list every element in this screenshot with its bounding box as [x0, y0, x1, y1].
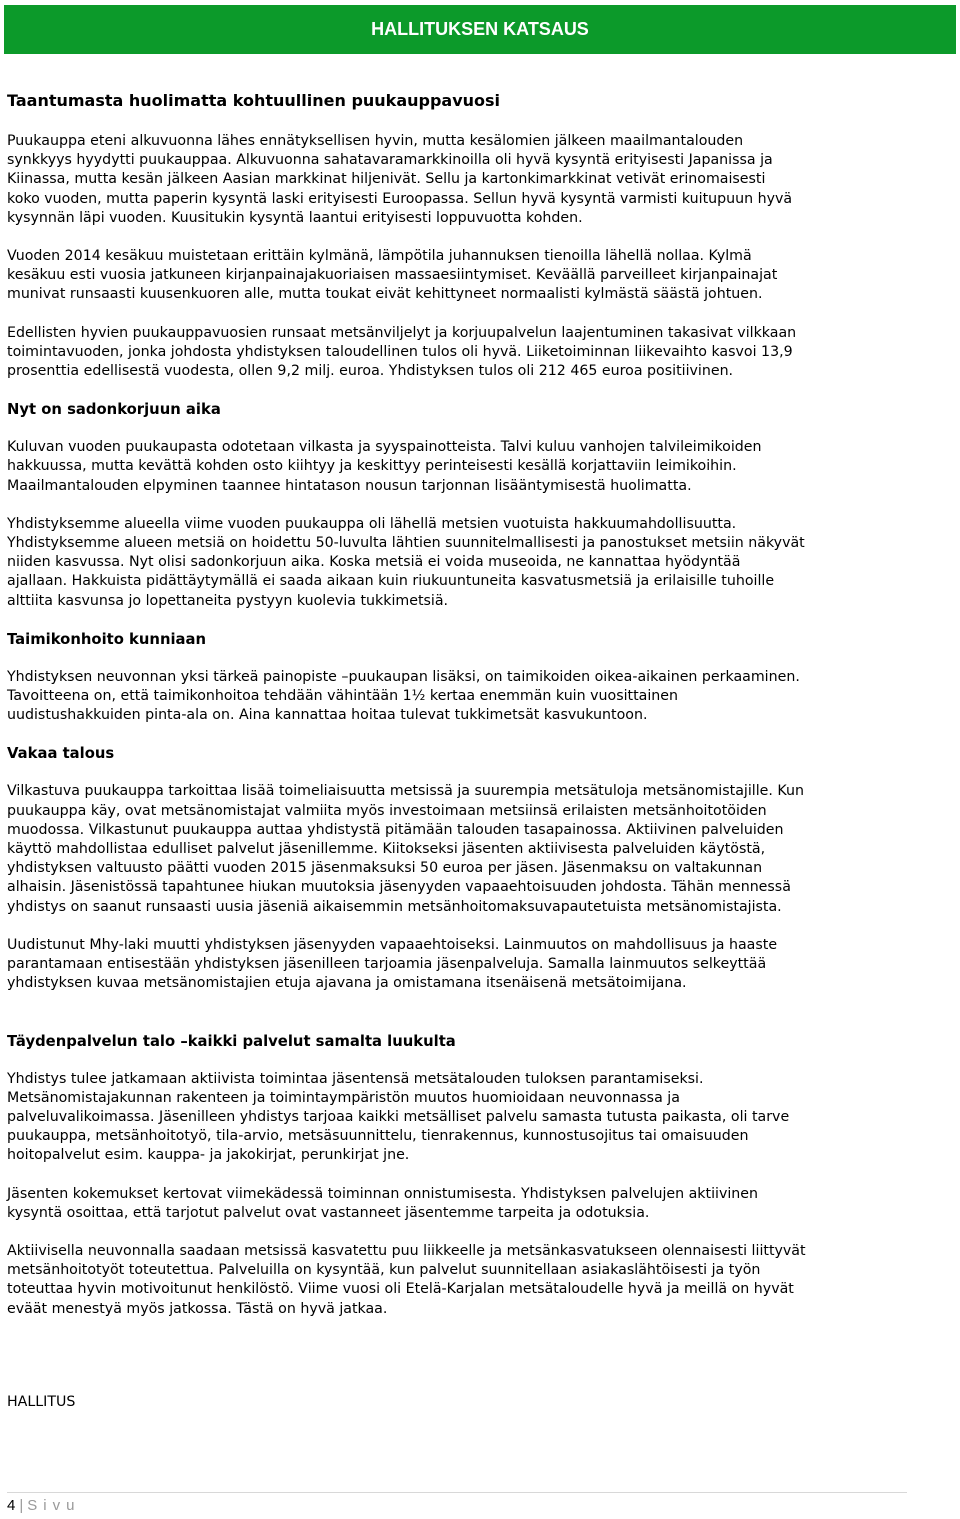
- section-heading: Taimikonhoito kunniaan: [7, 630, 207, 648]
- paragraph: Vuoden 2014 kesäkuu muistetaan erittäin kylmänä, lämpötila juhannuksen tienoilla lähellä nollaa. Kylmä kesäkuu esti vuosia jatkuneen kirjanpainajakuoriaisen massaesiintymiset. Keväällä parveilleet kirjanpainajat munivat runsaasti kuusenkuoren alle, mutta toukat eivät kehittyneet normaalisti kylmästä säästä johtuen.: [7, 248, 778, 303]
- paragraph: Yhdistyksemme alueella viime vuoden puukauppa oli lähellä metsien vuotuista hakkuumahdollisuutta. Yhdistyksemme alueen metsiä on hoidettu 50-luvulta lähtien suunnitelmallisesti ja panostukset metsiin näkyvät niiden kasvussa. Nyt olisi sadonkorjuun aika. Koska metsiä ei voida museoida, ne kannattaa hyödyntää ajallaan. Hakkuista pidättäytymällä ei saada aikaan kuin riukuuntuneita kasvatusmetsiä ja erilaisille tuhoille alttiita kasvunsa jo lopettaneita pystyyn kuolevia tukkimetsiä.: [7, 515, 805, 609]
- header-banner: [4, 5, 956, 54]
- page-label: Sivu: [27, 1497, 81, 1514]
- document-body: [7, 90, 953, 1338]
- section-heading: Nyt on sadonkorjuun aika: [7, 401, 221, 419]
- section-heading: Täydenpalvelun talo –kaikki palvelut samalta luukulta: [7, 1032, 456, 1050]
- page-number: 4: [7, 1497, 16, 1514]
- paragraph: Jäsenten kokemukset kertovat viimekädessä toiminnan onnistumisesta. Yhdistyksen palvelujen aktiivinen kysyntä osoittaa, että tarjotut palvelut ovat vastanneet jäsentemme tarpeita ja odotuksia.: [7, 1185, 759, 1221]
- paragraph: Yhdistys tulee jatkamaan aktiivista toimintaa jäsentensä metsätalouden tuloksen parantamiseksi. Metsänomistajakunnan rakenteen ja toimintaympäristön muutos huomioidaan neuvonnassa ja palveluvalikoimassa. Jäsenilleen yhdistys tarjoaa kaikki metsälliset palvelu samasta tutusta paikasta, oli tarve puukauppa, metsänhoitotyö, tila-arvio, metsäsuunnittelu, tienrakennus, kunnostusojitus tai omaisuuden hoitopalvelut esim. kauppa- ja jakokirjat, perunkirjat jne.: [7, 1070, 790, 1164]
- paragraph: Vilkastuva puukauppa tarkoittaa lisää toimeliaisuutta metsissä ja suurempia metsätuloja metsänomistajille. Kun puukauppa käy, ovat metsänomistajat valmiita myös investoimaan metsiinsä erilaisten metsänhoitotöiden muodossa. Vilkastunut puukauppa auttaa yhdistystä pitämään talouden tasapainossa. Aktiivinen palveluiden käyttö mahdollistaa edulliset palvelut jäsenillemme. Kiitokseksi jäsenten aktiivisesta palveluiden käytöstä, yhdistyksen valtuusto päätti vuoden 2015 jäsenmaksuksi 50 euroa per jäsen. Jäsenmaksu on valtakunnan alhaisin. Jäsenistössä tapahtunee hiukan muutoksia jäsenyyden vapaaehtoisuuden johdosta. Tähän mennessä yhdistys on saanut runsaasti uusia jäseniä aikaisemmin metsänhoitomaksuvapautetuista metsänomistajista.: [7, 783, 804, 915]
- paragraph: Yhdistyksen neuvonnan yksi tärkeä painopiste –puukaupan lisäksi, on taimikoiden oikea-aikainen perkaaminen. Tavoitteena on, että taimikonhoitoa tehdään vähintään 1½ kertaa enemmän kuin vuosittainen uudistushakkuiden pinta-ala on. Aina kannattaa hoitaa tulevat tukkimetsät kasvukuntoon.: [7, 668, 800, 724]
- paragraph: Edellisten hyvien puukauppavuosien runsaat metsänviljelyt ja korjuupalvelun laajentuminen takasivat vilkkaan toimintavuoden, jonka johdosta yhdistyksen taloudellinen tulos oli hyvä. Liiketoiminnan liikevaihto kasvoi 13,9 prosenttia edellisestä vuodesta, ollen 9,2 milj. euroa. Yhdistyksen tulos oli 212 465 euroa positiivinen.: [7, 324, 797, 380]
- paragraph: Aktiivisella neuvonnalla saadaan metsissä kasvatettu puu liikkeelle ja metsänkasvatukseen olennaisesti liittyvät metsänhoitotyöt toteutettua. Palveluilla on kysyntää, kun palvelut suunnitellaan asiakaslähtöisesti ja työn toteuttaa hyvin motivoitunut henkilöstö. Viime vuosi oli Etelä-Karjalan metsätaloudelle hyvä ja meillä on hyvät eväät menestyä myös jatkossa. Tästä on hyvä jatkaa.: [7, 1242, 806, 1317]
- section-heading: Vakaa talous: [7, 745, 115, 763]
- page-footer: [7, 1496, 80, 1516]
- banner-title: HALLITUKSEN KATSAUS: [371, 19, 589, 39]
- paragraph: Puukauppa eteni alkuvuonna lähes ennätyksellisen hyvin, mutta kesälomien jälkeen maailmantalouden synkkyys hyydytti puukauppaa. Alkuvuonna sahatavaramarkkinoilla oli hyvä kysyntä erityisesti Japanissa ja Kiinassa, mutta kesän jälkeen Aasian markkinat hiljenivät. Sellu ja kartonkimarkkinat vetivät erinomaisesti koko vuoden, mutta paperin kysyntä laski erityisesti Euroopassa. Sellun hyvä kysyntä varmisti kuitupuun hyvä kysynnän läpi vuoden. Kuusitukin kysyntä laantui erityisesti loppuvuotta kohden.: [7, 133, 793, 226]
- paragraph: Kuluvan vuoden puukaupasta odotetaan vilkasta ja syyspainotteista. Talvi kuluu vanhojen talvileimikoiden hakkuussa, mutta kevättä kohden osto kiihtyy ja keskittyy perinteisesti kesällä korjattaviin leimikoihin. Maailmantalouden elpyminen taannee hintatason nousun tarjonnan lisääntymisestä huolimatta.: [7, 439, 762, 494]
- footer-separator: |: [19, 1497, 24, 1514]
- signature: HALLITUS: [7, 1394, 76, 1410]
- paragraph: Uudistunut Mhy-laki muutti yhdistyksen jäsenyyden vapaaehtoiseksi. Lainmuutos on mahdollisuus ja haaste parantamaan entisestään yhdistyksen jäsenilleen tarjoamia jäsenpalveluja. Samalla lainmuutos selkeyttää yhdistyksen kuvaa metsänomistajien etuja ajavana ja omistamana itsenäisenä metsätoimijana.: [7, 936, 778, 992]
- document-title: Taantumasta huolimatta kohtuullinen puukauppavuosi: [7, 91, 501, 110]
- footer-divider: [7, 1492, 907, 1493]
